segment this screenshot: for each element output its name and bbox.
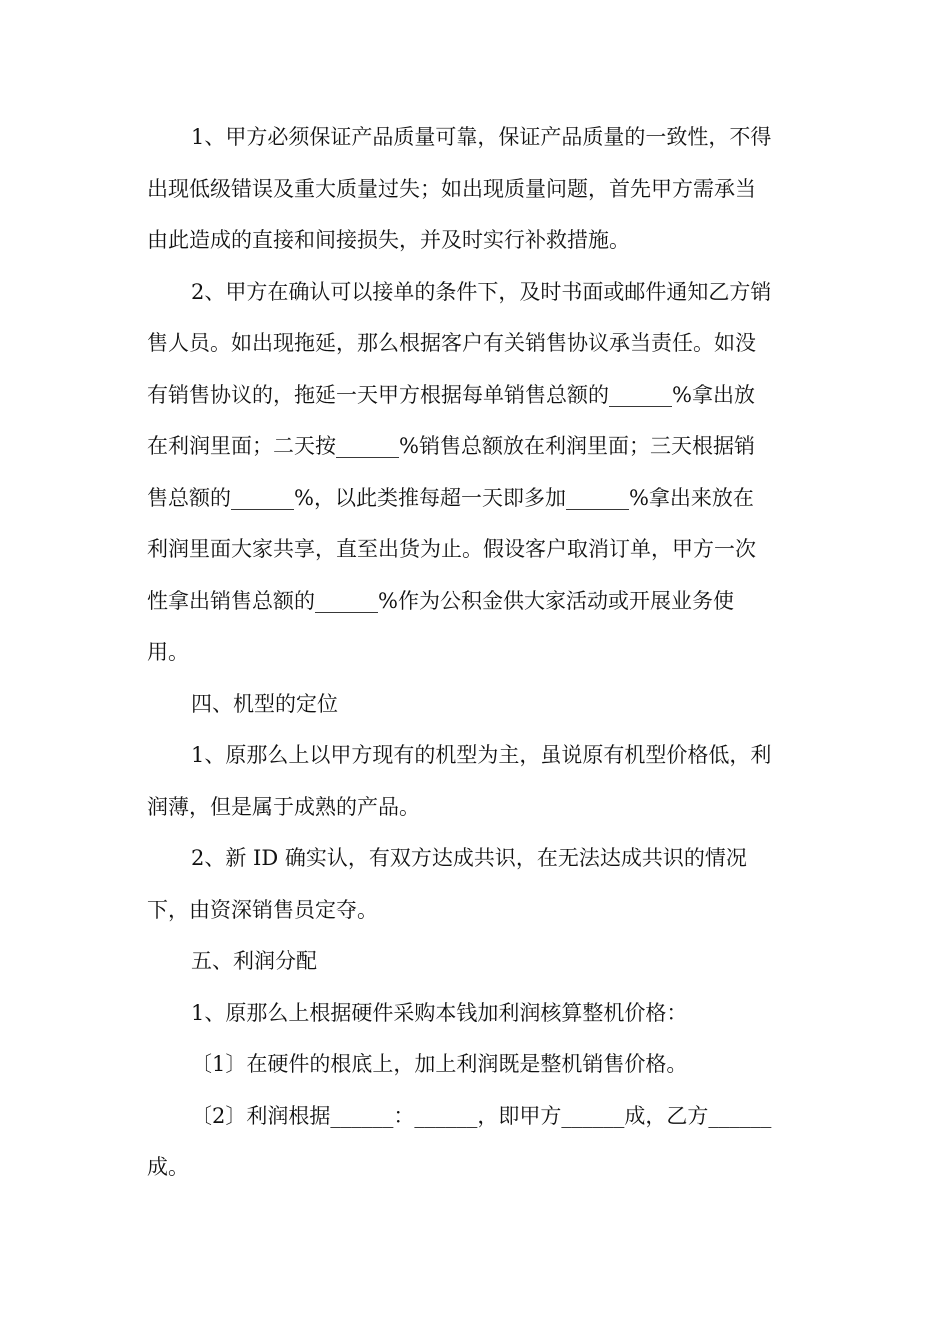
text-line: 售人员。如出现拖延，那么根据客户有关销售协议承当责任。如没 xyxy=(147,331,756,355)
text-line: 2、新 ID 确实认，有双方达成共识，在无法达成共识的情况 xyxy=(191,846,747,870)
text-line: 由此造成的直接和间接损失，并及时实行补救措施。 xyxy=(147,228,630,252)
text-line: 润薄，但是属于成熟的产品。 xyxy=(147,794,420,819)
text-line: 有销售协议的，拖延一天甲方根据每单销售总额的______%拿出放 xyxy=(147,382,755,407)
document-body xyxy=(147,112,807,1194)
text-line: 利润里面大家共享，直至出货为止。假设客户取消订单，甲方一次 xyxy=(147,537,756,561)
text-line: 〔2〕利润根据______：______，即甲方______成，乙方______ xyxy=(191,1103,772,1128)
text-line: 用。 xyxy=(147,640,189,664)
text-line: 在利润里面；二天按______%销售总额放在利润里面；三天根据销 xyxy=(147,434,755,458)
text-line: 1、原那么上以甲方现有的机型为主，虽说原有机型价格低，利 xyxy=(191,743,772,767)
text-line: 下，由资深销售员定夺。 xyxy=(147,897,378,922)
section-heading: 四、机型的定位 xyxy=(191,691,338,716)
section-heading: 五、利润分配 xyxy=(191,949,317,973)
text-line: 售总额的______%，以此类推每超一天即多加______%拿出来放在 xyxy=(147,485,754,510)
text-line: 2、甲方在确认可以接单的条件下，及时书面或邮件通知乙方销 xyxy=(191,279,772,304)
text-line: 1、甲方必须保证产品质量可靠，保证产品质量的一致性，不得 xyxy=(191,125,772,149)
text-line: 出现低级错误及重大质量过失；如出现质量问题，首先甲方需承当 xyxy=(147,176,756,201)
text-line: 性拿出销售总额的______%作为公积金供大家活动或开展业务使 xyxy=(147,588,734,613)
text-line: 〔1〕在硬件的根底上，加上利润既是整机销售价格。 xyxy=(191,1052,688,1076)
text-line: 成。 xyxy=(147,1155,189,1179)
text-line: 1、原那么上根据硬件采购本钱加利润核算整机价格： xyxy=(191,1000,688,1025)
